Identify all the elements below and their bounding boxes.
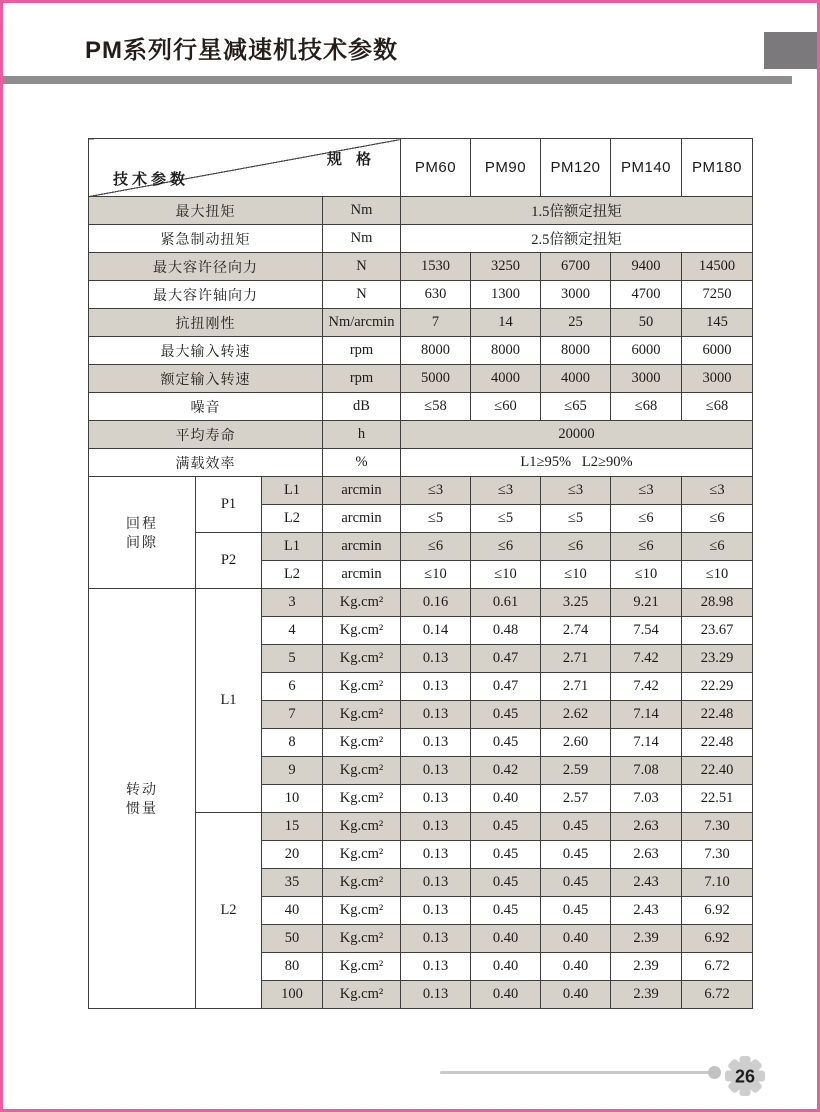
unit-cell: Kg.cm² bbox=[323, 785, 401, 813]
value-cell: 14 bbox=[471, 309, 541, 337]
value-cell: 7 bbox=[401, 309, 471, 337]
ratio-cell: 5 bbox=[262, 645, 323, 673]
value-cell: 4700 bbox=[611, 281, 682, 309]
value-cell: ≤3 bbox=[471, 477, 541, 505]
footer-line bbox=[440, 1071, 716, 1074]
value-cell: 0.16 bbox=[401, 589, 471, 617]
grade-cell: L1 bbox=[196, 589, 262, 813]
param-label-cell: 最大容许径向力 bbox=[89, 253, 323, 281]
technical-parameters-table bbox=[88, 138, 753, 1009]
ratio-cell: 100 bbox=[262, 981, 323, 1009]
table-row bbox=[89, 337, 753, 365]
backlash-section-label bbox=[89, 477, 196, 589]
ratio-cell: L1 bbox=[262, 477, 323, 505]
value-cell: 2.60 bbox=[541, 729, 611, 757]
value-cell: ≤6 bbox=[401, 533, 471, 561]
value-cell: ≤3 bbox=[541, 477, 611, 505]
value-cell: ≤6 bbox=[541, 533, 611, 561]
param-label-cell: 抗扭刚性 bbox=[89, 309, 323, 337]
value-cell: 0.45 bbox=[471, 897, 541, 925]
value-cell: ≤10 bbox=[611, 561, 682, 589]
value-cell: 5000 bbox=[401, 365, 471, 393]
param-label-cell: 最大容许轴向力 bbox=[89, 281, 323, 309]
param-label-cell: 平均寿命 bbox=[89, 421, 323, 449]
unit-cell: Kg.cm² bbox=[323, 953, 401, 981]
value-cell: ≤60 bbox=[471, 393, 541, 421]
header-gray-block bbox=[764, 32, 817, 69]
param-label-cell: 最大输入转速 bbox=[89, 337, 323, 365]
page-title: PM系列行星减速机技术参数 bbox=[85, 37, 398, 64]
value-cell: 7.54 bbox=[611, 617, 682, 645]
ratio-cell: 40 bbox=[262, 897, 323, 925]
ratio-cell: L2 bbox=[262, 505, 323, 533]
ratio-cell: 9 bbox=[262, 757, 323, 785]
value-cell: 0.40 bbox=[471, 925, 541, 953]
value-cell: 0.13 bbox=[401, 841, 471, 869]
value-cell: 0.13 bbox=[401, 785, 471, 813]
value-cell: 1530 bbox=[401, 253, 471, 281]
inertia-section-label bbox=[89, 589, 196, 1009]
unit-cell: Kg.cm² bbox=[323, 701, 401, 729]
value-cell: 0.45 bbox=[541, 813, 611, 841]
grade-cell: L2 bbox=[196, 813, 262, 1009]
value-cell: 9.21 bbox=[611, 589, 682, 617]
value-cell: 0.13 bbox=[401, 925, 471, 953]
model-header-cell: PM120 bbox=[541, 139, 611, 197]
unit-cell: Kg.cm² bbox=[323, 645, 401, 673]
value-cell: 0.48 bbox=[471, 617, 541, 645]
ratio-cell: 80 bbox=[262, 953, 323, 981]
unit-cell: N bbox=[323, 253, 401, 281]
unit-cell: Kg.cm² bbox=[323, 813, 401, 841]
page-number-gear-icon bbox=[719, 1050, 771, 1102]
param-label-cell: 额定输入转速 bbox=[89, 365, 323, 393]
value-cell: 4000 bbox=[541, 365, 611, 393]
value-cell: 6700 bbox=[541, 253, 611, 281]
ratio-cell: 7 bbox=[262, 701, 323, 729]
value-cell: 0.40 bbox=[471, 785, 541, 813]
unit-cell: rpm bbox=[323, 337, 401, 365]
value-cell: 2.63 bbox=[611, 841, 682, 869]
value-cell: 7.42 bbox=[611, 673, 682, 701]
ratio-cell: 6 bbox=[262, 673, 323, 701]
value-cell: 22.48 bbox=[682, 729, 753, 757]
table-row bbox=[89, 393, 753, 421]
unit-cell: Kg.cm² bbox=[323, 981, 401, 1009]
grade-cell: P1 bbox=[196, 477, 262, 533]
param-label-cell: 满载效率 bbox=[89, 449, 323, 477]
value-cell: 22.40 bbox=[682, 757, 753, 785]
table-row bbox=[89, 477, 753, 505]
unit-cell: Kg.cm² bbox=[323, 617, 401, 645]
value-cell: 0.47 bbox=[471, 645, 541, 673]
unit-cell: Kg.cm² bbox=[323, 869, 401, 897]
value-cell: ≤3 bbox=[682, 477, 753, 505]
corner-cell bbox=[89, 139, 401, 197]
value-cell: 0.13 bbox=[401, 953, 471, 981]
ratio-cell: L1 bbox=[262, 533, 323, 561]
model-header-cell: PM180 bbox=[682, 139, 753, 197]
ratio-cell: 8 bbox=[262, 729, 323, 757]
value-cell: ≤3 bbox=[611, 477, 682, 505]
value-cell: 0.13 bbox=[401, 673, 471, 701]
value-cell: ≤6 bbox=[682, 505, 753, 533]
value-cell: 0.40 bbox=[541, 925, 611, 953]
value-cell: 145 bbox=[682, 309, 753, 337]
unit-cell: arcmin bbox=[323, 477, 401, 505]
value-cell: 28.98 bbox=[682, 589, 753, 617]
ratio-cell: L2 bbox=[262, 561, 323, 589]
value-cell: ≤10 bbox=[541, 561, 611, 589]
table-row bbox=[89, 197, 753, 225]
model-header-cell: PM90 bbox=[471, 139, 541, 197]
value-cell: 2.39 bbox=[611, 925, 682, 953]
value-cell: ≤5 bbox=[401, 505, 471, 533]
value-cell: 0.45 bbox=[471, 701, 541, 729]
param-label-cell: 噪音 bbox=[89, 393, 323, 421]
value-cell: ≤58 bbox=[401, 393, 471, 421]
value-cell: 7.42 bbox=[611, 645, 682, 673]
unit-cell: Nm bbox=[323, 225, 401, 253]
value-cell: 0.13 bbox=[401, 757, 471, 785]
value-cell: 25 bbox=[541, 309, 611, 337]
value-cell: 6000 bbox=[682, 337, 753, 365]
unit-cell: Kg.cm² bbox=[323, 757, 401, 785]
unit-cell: Nm bbox=[323, 197, 401, 225]
table-row bbox=[89, 253, 753, 281]
unit-cell: dB bbox=[323, 393, 401, 421]
value-cell: L1≥95% L2≥90% bbox=[401, 449, 753, 477]
value-cell: 7.30 bbox=[682, 841, 753, 869]
table-row bbox=[89, 281, 753, 309]
value-cell: ≤68 bbox=[682, 393, 753, 421]
ratio-cell: 50 bbox=[262, 925, 323, 953]
value-cell: 2.57 bbox=[541, 785, 611, 813]
value-cell: 6.72 bbox=[682, 953, 753, 981]
spec-diagonal-label: 规 格 bbox=[326, 151, 376, 168]
inertia-label-line: 转动 bbox=[126, 780, 158, 797]
value-cell: 0.13 bbox=[401, 729, 471, 757]
value-cell: 6000 bbox=[611, 337, 682, 365]
table-row bbox=[89, 309, 753, 337]
unit-cell: Kg.cm² bbox=[323, 897, 401, 925]
value-cell: 2.71 bbox=[541, 673, 611, 701]
inertia-label-line: 惯量 bbox=[126, 799, 158, 816]
unit-cell: % bbox=[323, 449, 401, 477]
value-cell: 14500 bbox=[682, 253, 753, 281]
value-cell: 0.13 bbox=[401, 645, 471, 673]
value-cell: 0.47 bbox=[471, 673, 541, 701]
value-cell: 0.13 bbox=[401, 701, 471, 729]
value-cell: 2.39 bbox=[611, 981, 682, 1009]
ratio-cell: 35 bbox=[262, 869, 323, 897]
unit-cell: Kg.cm² bbox=[323, 589, 401, 617]
value-cell: 22.51 bbox=[682, 785, 753, 813]
unit-cell: arcmin bbox=[323, 533, 401, 561]
value-cell: 0.45 bbox=[541, 841, 611, 869]
value-cell: 6.92 bbox=[682, 897, 753, 925]
model-header-cell: PM60 bbox=[401, 139, 471, 197]
ratio-cell: 4 bbox=[262, 617, 323, 645]
value-cell: 6.72 bbox=[682, 981, 753, 1009]
value-cell: 3000 bbox=[682, 365, 753, 393]
unit-cell: Kg.cm² bbox=[323, 841, 401, 869]
value-cell: 0.45 bbox=[541, 869, 611, 897]
value-cell: ≤6 bbox=[611, 533, 682, 561]
value-cell: 8000 bbox=[471, 337, 541, 365]
ratio-cell: 15 bbox=[262, 813, 323, 841]
value-cell: 22.48 bbox=[682, 701, 753, 729]
value-cell: 6.92 bbox=[682, 925, 753, 953]
unit-cell: arcmin bbox=[323, 561, 401, 589]
value-cell: 7.03 bbox=[611, 785, 682, 813]
table-row bbox=[89, 225, 753, 253]
value-cell: 7.14 bbox=[611, 701, 682, 729]
value-cell: 8000 bbox=[541, 337, 611, 365]
unit-cell: h bbox=[323, 421, 401, 449]
value-cell: 0.13 bbox=[401, 897, 471, 925]
value-cell: 9400 bbox=[611, 253, 682, 281]
value-cell: 0.45 bbox=[471, 841, 541, 869]
value-cell: 0.45 bbox=[471, 869, 541, 897]
value-cell: 3000 bbox=[611, 365, 682, 393]
table-row bbox=[89, 589, 753, 617]
value-cell: 7250 bbox=[682, 281, 753, 309]
value-cell: 2.59 bbox=[541, 757, 611, 785]
value-cell: 22.29 bbox=[682, 673, 753, 701]
unit-cell: Nm/arcmin bbox=[323, 309, 401, 337]
value-cell: 8000 bbox=[401, 337, 471, 365]
value-cell: 23.29 bbox=[682, 645, 753, 673]
param-label-cell: 最大扭矩 bbox=[89, 197, 323, 225]
value-cell: 7.08 bbox=[611, 757, 682, 785]
title-underline-bar bbox=[3, 76, 792, 84]
value-cell: 0.45 bbox=[471, 729, 541, 757]
value-cell: 23.67 bbox=[682, 617, 753, 645]
ratio-cell: 20 bbox=[262, 841, 323, 869]
value-cell: 2.5倍额定扭矩 bbox=[401, 225, 753, 253]
value-cell: 20000 bbox=[401, 421, 753, 449]
unit-cell: Kg.cm² bbox=[323, 925, 401, 953]
value-cell: 0.42 bbox=[471, 757, 541, 785]
value-cell: 2.63 bbox=[611, 813, 682, 841]
value-cell: 2.43 bbox=[611, 897, 682, 925]
ratio-cell: 3 bbox=[262, 589, 323, 617]
table-row bbox=[89, 139, 753, 197]
value-cell: 7.10 bbox=[682, 869, 753, 897]
backlash-label-line: 间隙 bbox=[126, 533, 158, 550]
table-row bbox=[89, 449, 753, 477]
unit-cell: Kg.cm² bbox=[323, 729, 401, 757]
value-cell: ≤10 bbox=[401, 561, 471, 589]
value-cell: 0.61 bbox=[471, 589, 541, 617]
value-cell: 2.74 bbox=[541, 617, 611, 645]
backlash-label-line: 回程 bbox=[126, 514, 158, 531]
value-cell: 0.40 bbox=[471, 981, 541, 1009]
value-cell: 3.25 bbox=[541, 589, 611, 617]
value-cell: 630 bbox=[401, 281, 471, 309]
table-row bbox=[89, 365, 753, 393]
value-cell: 0.40 bbox=[541, 981, 611, 1009]
value-cell: ≤65 bbox=[541, 393, 611, 421]
value-cell: 0.40 bbox=[471, 953, 541, 981]
model-header-cell: PM140 bbox=[611, 139, 682, 197]
value-cell: 0.45 bbox=[471, 813, 541, 841]
params-diagonal-label: 技术参数 bbox=[113, 171, 190, 188]
value-cell: 7.14 bbox=[611, 729, 682, 757]
value-cell: 1300 bbox=[471, 281, 541, 309]
value-cell: 2.71 bbox=[541, 645, 611, 673]
value-cell: 0.14 bbox=[401, 617, 471, 645]
value-cell: 0.40 bbox=[541, 953, 611, 981]
param-label-cell: 紧急制动扭矩 bbox=[89, 225, 323, 253]
value-cell: 0.13 bbox=[401, 813, 471, 841]
value-cell: 0.45 bbox=[541, 897, 611, 925]
unit-cell: Kg.cm² bbox=[323, 673, 401, 701]
value-cell: ≤5 bbox=[471, 505, 541, 533]
value-cell: ≤6 bbox=[471, 533, 541, 561]
value-cell: 4000 bbox=[471, 365, 541, 393]
value-cell: ≤6 bbox=[611, 505, 682, 533]
value-cell: 1.5倍额定扭矩 bbox=[401, 197, 753, 225]
table-row bbox=[89, 421, 753, 449]
value-cell: ≤10 bbox=[471, 561, 541, 589]
value-cell: 3000 bbox=[541, 281, 611, 309]
value-cell: ≤68 bbox=[611, 393, 682, 421]
ratio-cell: 10 bbox=[262, 785, 323, 813]
value-cell: 0.13 bbox=[401, 869, 471, 897]
value-cell: ≤10 bbox=[682, 561, 753, 589]
value-cell: 3250 bbox=[471, 253, 541, 281]
value-cell: 0.13 bbox=[401, 981, 471, 1009]
value-cell: ≤5 bbox=[541, 505, 611, 533]
unit-cell: rpm bbox=[323, 365, 401, 393]
page-number: 26 bbox=[734, 1066, 756, 1087]
value-cell: 2.39 bbox=[611, 953, 682, 981]
value-cell: 7.30 bbox=[682, 813, 753, 841]
unit-cell: arcmin bbox=[323, 505, 401, 533]
unit-cell: N bbox=[323, 281, 401, 309]
value-cell: ≤6 bbox=[682, 533, 753, 561]
value-cell: 2.62 bbox=[541, 701, 611, 729]
value-cell: 50 bbox=[611, 309, 682, 337]
value-cell: 2.43 bbox=[611, 869, 682, 897]
value-cell: ≤3 bbox=[401, 477, 471, 505]
grade-cell: P2 bbox=[196, 533, 262, 589]
